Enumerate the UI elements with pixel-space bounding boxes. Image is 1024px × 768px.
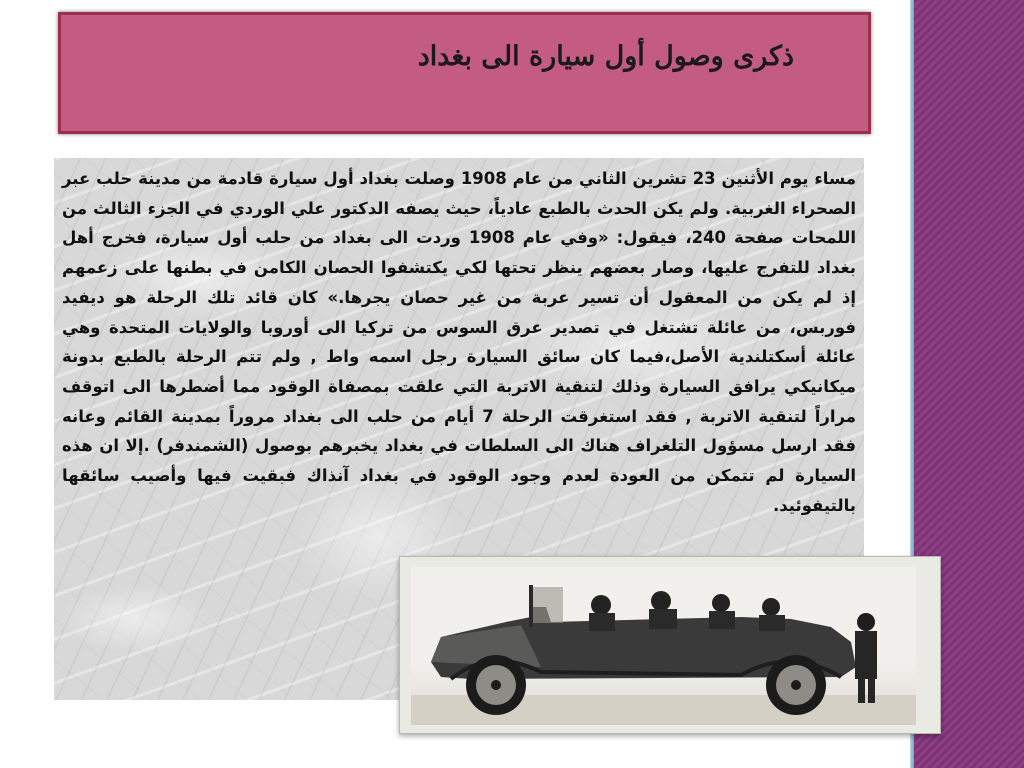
photo-frame [399, 556, 941, 734]
passenger-head [712, 594, 730, 612]
car-illustration [411, 567, 916, 725]
front-wheel-axle [491, 680, 501, 690]
standing-man-head [857, 613, 875, 631]
standing-man-leg [858, 677, 865, 703]
passenger-body [709, 611, 735, 629]
passenger-body [589, 613, 615, 631]
passenger-body [649, 609, 677, 629]
passenger-head [591, 595, 611, 615]
passenger-head [651, 591, 671, 611]
passenger-head [762, 598, 780, 616]
title-box [58, 12, 871, 134]
rear-wheel-axle [791, 680, 801, 690]
standing-man-leg [868, 677, 875, 703]
windshield-frame [529, 585, 533, 627]
windshield [533, 587, 563, 623]
body-text: مساء يوم الأثنين 23 تشرين الثاني من عام 1908 وصلت بغداد أول سيارة قادمة من مدينة حلب عبر الصحراء الغربية. ولم يكن الحدث بالطبع عادياً، حيث يصفه الدكتور علي الوردي في الجزء الثالث من اللمحات صفحة 240، فيقول: «وفي عام 1908 وردت الى بغداد من حلب أول سيارة، فخرج أهل بغداد للتفرج عليها، وصار بعضهم ينظر تحتها لكي يكتشفوا الحصان الكامن في بطنها على زعمهم إذ لم يكن من المعقول أن تسير عربة من غير حصان يجرها.» كان قائد تلك الرحلة هو ديفيد فوربس، من عائلة تشتغل في تصدير عرق السوس من تركيا الى أوروبا والولايات المتحدة وهي عائلة أسكتلندية الأصل،فيما كان سائق السيارة رجل اسمه واط , ولم تتم الرحلة بالطبع بدونة ميكانيكي يرافق السيارة وذلك لتنقية الاتربة التي علقت بمصفاة الوقود مما أضطرها الى اتوقف مراراً لتنقية الاتربة , فقد استغرقت الرحلة 7 أيام من حلب الى بغداد مروراً بمدينة القائم وعانه فقد ارسل مسؤول التلغراف هناك الى السلطات في بغداد يخبرهم بوصول (الشمندفر) .إلا ان هذه السيارة لم تتمكن من العودة لعدم وجود الوقود في بغداد آنذاك فبقيت فيها وأصيب سائقها بالتيفوئيد. [62, 169, 857, 515]
standing-man-body [855, 631, 877, 679]
passenger-body [759, 615, 785, 631]
slide-title: ذكرى وصول أول سيارة الى بغداد [417, 41, 794, 72]
historic-car-photo [411, 567, 916, 725]
